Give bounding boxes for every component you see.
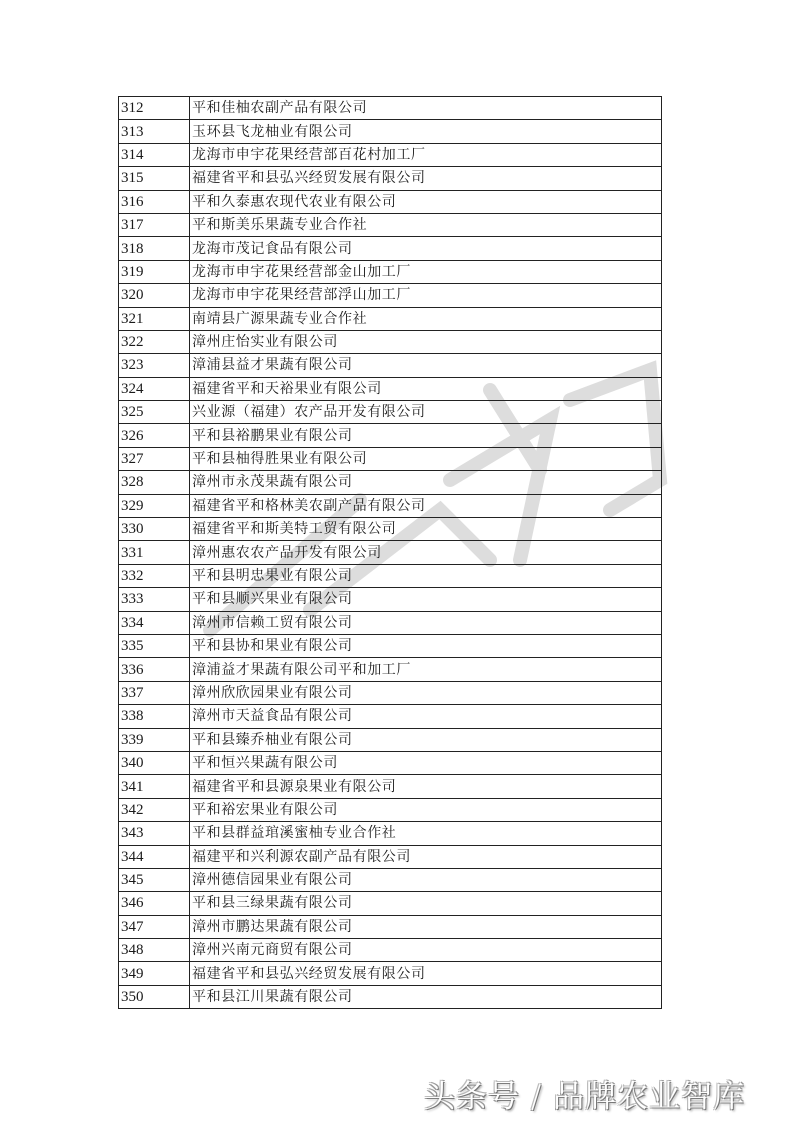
table-row — [119, 97, 662, 120]
row-number-cell: 326 — [119, 424, 190, 447]
table-row — [119, 494, 662, 517]
table-row — [119, 237, 662, 260]
table-row — [119, 354, 662, 377]
table-row — [119, 588, 662, 611]
row-number-cell: 344 — [119, 845, 190, 868]
row-number-cell: 320 — [119, 284, 190, 307]
company-name-cell: 平和裕宏果业有限公司 — [190, 798, 662, 821]
row-number-cell: 327 — [119, 447, 190, 470]
company-name-cell: 漳浦益才果蔬有限公司平和加工厂 — [190, 658, 662, 681]
company-name-cell: 兴业源（福建）农产品开发有限公司 — [190, 401, 662, 424]
row-number-cell: 317 — [119, 213, 190, 236]
company-name-cell: 福建省平和格林美农副产品有限公司 — [190, 494, 662, 517]
table-row — [119, 167, 662, 190]
row-number-cell: 347 — [119, 915, 190, 938]
company-name-cell: 龙海市申宇花果经营部金山加工厂 — [190, 260, 662, 283]
row-number-cell: 314 — [119, 143, 190, 166]
table-row — [119, 728, 662, 751]
company-name-cell: 福建省平和天裕果业有限公司 — [190, 377, 662, 400]
row-number-cell: 318 — [119, 237, 190, 260]
table-row — [119, 939, 662, 962]
company-name-cell: 福建省平和斯美特工贸有限公司 — [190, 518, 662, 541]
row-number-cell: 312 — [119, 97, 190, 120]
company-name-cell: 龙海市申宇花果经营部浮山加工厂 — [190, 284, 662, 307]
company-name-cell: 漳州市天益食品有限公司 — [190, 705, 662, 728]
row-number-cell: 342 — [119, 798, 190, 821]
table-row — [119, 120, 662, 143]
company-name-cell: 平和县江川果蔬有限公司 — [190, 985, 662, 1008]
company-name-cell: 平和县柚得胜果业有限公司 — [190, 447, 662, 470]
row-number-cell: 346 — [119, 892, 190, 915]
row-number-cell: 339 — [119, 728, 190, 751]
table-row — [119, 775, 662, 798]
table-row — [119, 213, 662, 236]
row-number-cell: 336 — [119, 658, 190, 681]
row-number-cell: 335 — [119, 634, 190, 657]
row-number-cell: 313 — [119, 120, 190, 143]
table-row — [119, 681, 662, 704]
row-number-cell: 331 — [119, 541, 190, 564]
table-row — [119, 962, 662, 985]
company-name-cell: 漳州市鹏达果蔬有限公司 — [190, 915, 662, 938]
company-name-cell: 漳州市信赖工贸有限公司 — [190, 611, 662, 634]
row-number-cell: 325 — [119, 401, 190, 424]
row-number-cell: 338 — [119, 705, 190, 728]
company-name-cell: 平和县顺兴果业有限公司 — [190, 588, 662, 611]
company-name-cell: 平和佳柚农副产品有限公司 — [190, 97, 662, 120]
company-name-cell: 平和县群益琯溪蜜柚专业合作社 — [190, 822, 662, 845]
company-name-cell: 福建省平和县源泉果业有限公司 — [190, 775, 662, 798]
row-number-cell: 332 — [119, 564, 190, 587]
row-number-cell: 330 — [119, 518, 190, 541]
row-number-cell: 348 — [119, 939, 190, 962]
source-watermark: 头条号 / 品牌农业智库 — [424, 1079, 746, 1115]
table-row — [119, 447, 662, 470]
row-number-cell: 334 — [119, 611, 190, 634]
table-row — [119, 284, 662, 307]
company-name-cell: 平和县三绿果蔬有限公司 — [190, 892, 662, 915]
company-name-cell: 平和恒兴果蔬有限公司 — [190, 751, 662, 774]
table-row — [119, 868, 662, 891]
company-name-cell: 漳州市永茂果蔬有限公司 — [190, 471, 662, 494]
table-row — [119, 330, 662, 353]
row-number-cell: 321 — [119, 307, 190, 330]
company-name-cell: 福建省平和县弘兴经贸发展有限公司 — [190, 167, 662, 190]
table-row — [119, 634, 662, 657]
company-name-cell: 漳州德信园果业有限公司 — [190, 868, 662, 891]
table-row — [119, 307, 662, 330]
row-number-cell: 316 — [119, 190, 190, 213]
row-number-cell: 319 — [119, 260, 190, 283]
company-list-table — [118, 96, 662, 1009]
company-name-cell: 龙海市申宇花果经营部百花村加工厂 — [190, 143, 662, 166]
company-name-cell: 漳州庄怡实业有限公司 — [190, 330, 662, 353]
company-name-cell: 漳州欣欣园果业有限公司 — [190, 681, 662, 704]
table-row — [119, 915, 662, 938]
company-name-cell: 漳州惠农农产品开发有限公司 — [190, 541, 662, 564]
table-row — [119, 798, 662, 821]
table-row — [119, 751, 662, 774]
table-row — [119, 518, 662, 541]
row-number-cell: 322 — [119, 330, 190, 353]
company-name-cell: 漳州兴南元商贸有限公司 — [190, 939, 662, 962]
row-number-cell: 323 — [119, 354, 190, 377]
table-row — [119, 985, 662, 1008]
table-row — [119, 705, 662, 728]
row-number-cell: 343 — [119, 822, 190, 845]
row-number-cell: 345 — [119, 868, 190, 891]
row-number-cell: 341 — [119, 775, 190, 798]
company-name-cell: 漳浦县益才果蔬有限公司 — [190, 354, 662, 377]
row-number-cell: 333 — [119, 588, 190, 611]
table-row — [119, 377, 662, 400]
row-number-cell: 315 — [119, 167, 190, 190]
company-name-cell: 平和久泰惠农现代农业有限公司 — [190, 190, 662, 213]
row-number-cell: 340 — [119, 751, 190, 774]
row-number-cell: 324 — [119, 377, 190, 400]
row-number-cell: 329 — [119, 494, 190, 517]
table-row — [119, 845, 662, 868]
company-name-cell: 南靖县广源果蔬专业合作社 — [190, 307, 662, 330]
table-row — [119, 260, 662, 283]
company-name-cell: 福建平和兴利源农副产品有限公司 — [190, 845, 662, 868]
company-name-cell: 平和斯美乐果蔬专业合作社 — [190, 213, 662, 236]
company-name-cell: 平和县裕鹏果业有限公司 — [190, 424, 662, 447]
company-name-cell: 平和县臻乔柚业有限公司 — [190, 728, 662, 751]
table-row — [119, 190, 662, 213]
table-row — [119, 564, 662, 587]
table-row — [119, 401, 662, 424]
company-name-cell: 平和县协和果业有限公司 — [190, 634, 662, 657]
row-number-cell: 328 — [119, 471, 190, 494]
company-name-cell: 玉环县飞龙柚业有限公司 — [190, 120, 662, 143]
row-number-cell: 349 — [119, 962, 190, 985]
table-row — [119, 143, 662, 166]
table-row — [119, 658, 662, 681]
row-number-cell: 337 — [119, 681, 190, 704]
company-name-cell: 龙海市茂记食品有限公司 — [190, 237, 662, 260]
table-row — [119, 541, 662, 564]
company-name-cell: 平和县明忠果业有限公司 — [190, 564, 662, 587]
table-row — [119, 822, 662, 845]
table-row — [119, 424, 662, 447]
table-row — [119, 611, 662, 634]
company-name-cell: 福建省平和县弘兴经贸发展有限公司 — [190, 962, 662, 985]
table-row — [119, 471, 662, 494]
table-row — [119, 892, 662, 915]
row-number-cell: 350 — [119, 985, 190, 1008]
